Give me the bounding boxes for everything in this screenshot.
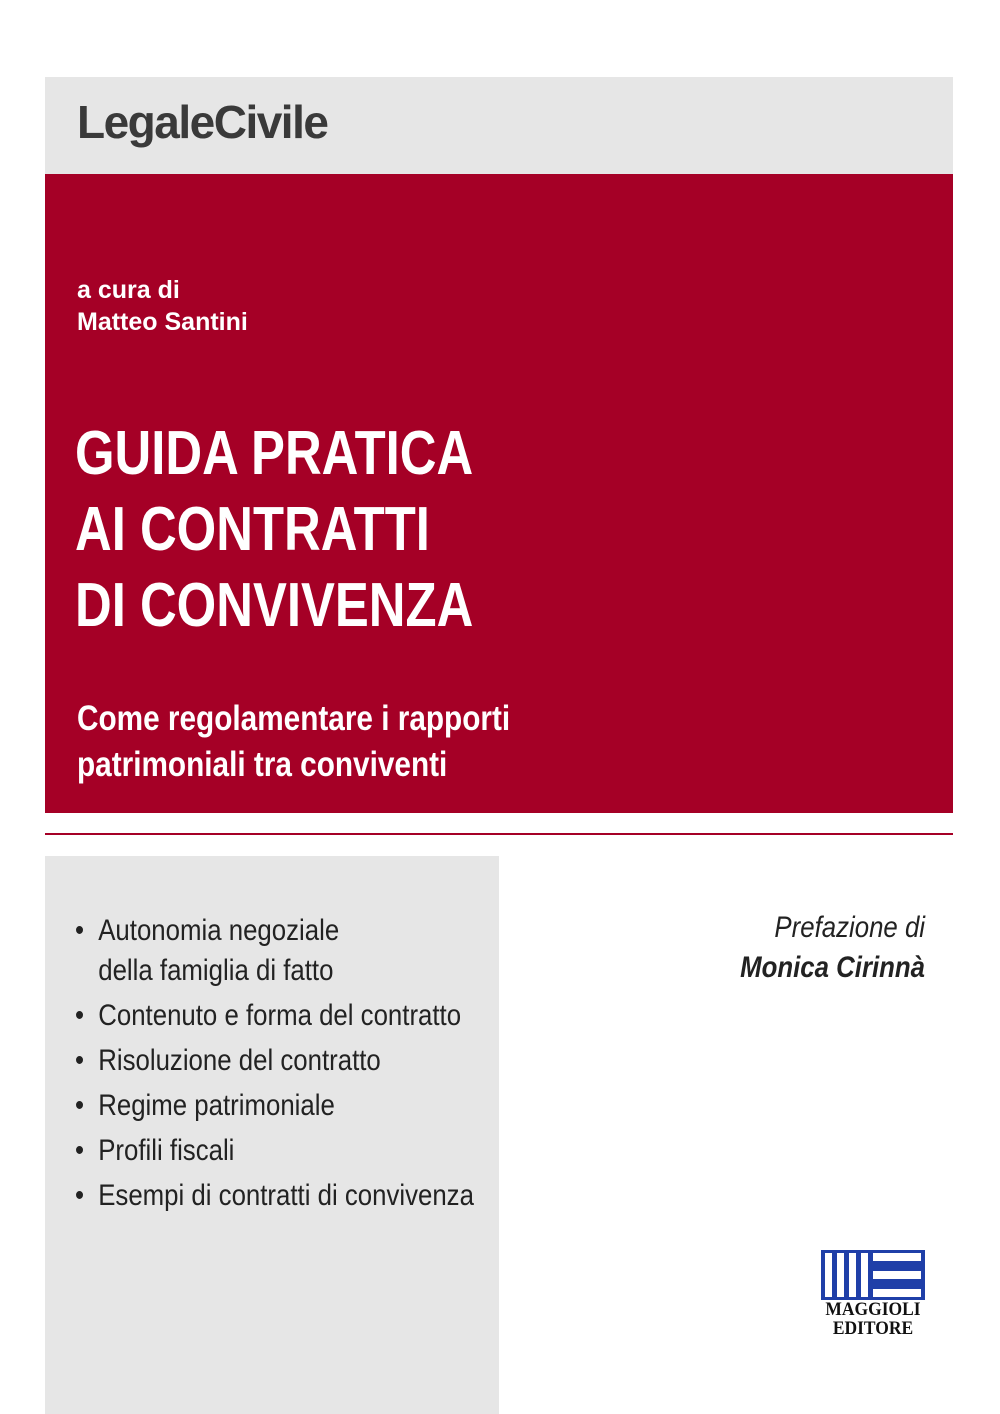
bullet-icon: • — [75, 999, 85, 1032]
topic-text: Profili fiscali — [98, 1134, 235, 1167]
topic-item — [75, 1131, 474, 1171]
series-header-band — [45, 77, 953, 174]
topic-item — [75, 911, 474, 991]
preface-label: Prefazione di — [774, 911, 925, 944]
topics-list — [75, 911, 474, 1221]
publisher-name-line: EDITORE — [832, 1318, 914, 1339]
topic-item — [75, 1041, 474, 1081]
editor-prefix: a cura di — [77, 276, 180, 304]
topic-text: Esempi di contratti di convivenza — [98, 1179, 474, 1212]
bullet-icon: • — [75, 1179, 85, 1212]
book-subtitle — [77, 696, 510, 788]
preface-credit — [740, 908, 925, 988]
topic-text: della famiglia di fatto — [98, 954, 334, 987]
bullet-icon: • — [75, 914, 85, 947]
editor-credit — [77, 274, 248, 338]
publisher-logo — [821, 1250, 925, 1345]
bullet-icon: • — [75, 1134, 85, 1167]
bullet-icon: • — [75, 1089, 85, 1122]
publisher-name-line: MAGGIOLI — [825, 1299, 921, 1320]
book-subtitle-line: patrimoniali tra conviventi — [77, 745, 448, 784]
topic-item — [75, 1176, 474, 1216]
cover-title-panel — [45, 174, 953, 813]
book-subtitle-line: Come regolamentare i rapporti — [77, 699, 511, 738]
topic-text: Autonomia negoziale — [98, 914, 340, 947]
book-title-line: AI CONTRATTI — [75, 495, 430, 564]
section-divider — [45, 833, 953, 835]
publisher-name — [825, 1300, 921, 1338]
topic-text: Contenuto e forma del contratto — [98, 999, 462, 1032]
topic-text: Risoluzione del contratto — [98, 1044, 381, 1077]
book-title-line: DI CONVIVENZA — [75, 571, 474, 640]
bullet-icon: • — [75, 1044, 85, 1077]
series-name: LegaleCivile — [77, 96, 328, 148]
topic-item — [75, 996, 474, 1036]
publisher-logo-icon — [821, 1250, 925, 1300]
editor-name: Matteo Santini — [77, 308, 248, 336]
book-title — [75, 416, 473, 644]
topic-text: Regime patrimoniale — [98, 1089, 335, 1122]
topic-item — [75, 1086, 474, 1126]
book-title-line: GUIDA PRATICA — [75, 419, 474, 488]
topics-panel — [45, 856, 499, 1414]
preface-author: Monica Cirinnà — [740, 951, 925, 984]
